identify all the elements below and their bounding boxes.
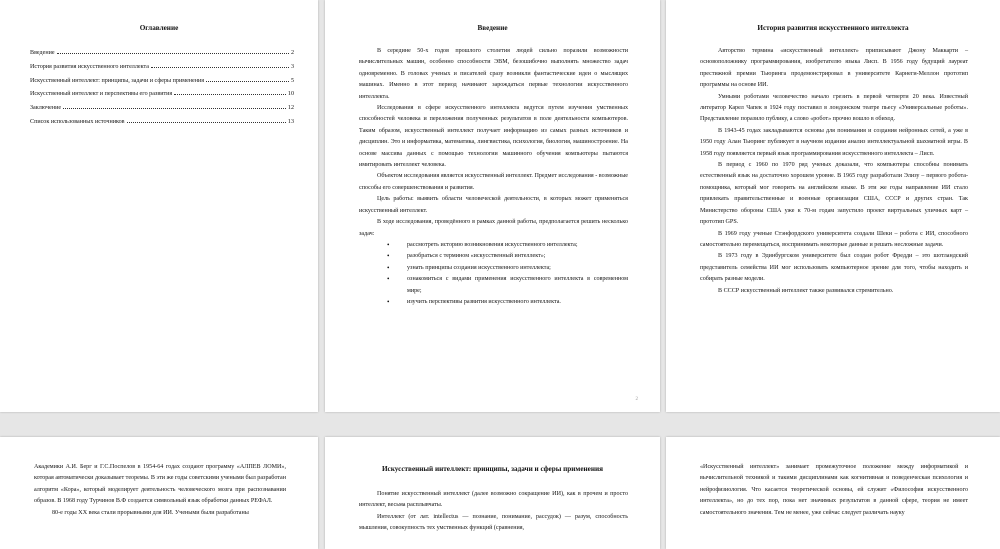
paragraph: Исследования в сфере искусственного интеллекта ведутся путем изучения умственных способностей человека и переложения полученных результатов в поле деятельности компьютеров. Таким образом, искусственный интеллект получает информацию из самых разных источников и дисциплин. Это и информатика, математика, лингвистика, психология, биология, машиностроение. На основе массива данных с помощью технологии машинного обучения компьютеры пытаются имитировать интеллект человека.: [359, 105, 628, 169]
page-principles: [325, 437, 660, 549]
toc-entry-page: 5: [290, 77, 294, 84]
paragraph: Цель работы: выявить области человеческой деятельности, в которых может применяться искусственный интеллект.: [359, 196, 628, 214]
paragraph: Понятие искусственный интеллект (далее возможно сокращение ИИ), как в прочем и просто интеллект, весьма расплывчаты.: [359, 491, 628, 509]
list-item: • рассмотреть историю возникновения искусственного интеллекта;: [359, 240, 628, 251]
list-item: • узнать принципы создания искусственного интеллекта;: [359, 263, 628, 274]
paragraph: Объектом исследования является искусственный интеллект. Предмет исследования - возможные способы его совершенствования и развития.: [359, 173, 628, 191]
paragraph: 80-е годы XX века стали прорывными для ИИ. Учеными были разработаны: [52, 509, 249, 516]
toc-leader-dots: [151, 67, 289, 68]
toc-list: [30, 50, 294, 133]
paragraph: Академики А.И. Берг и Г.С.Поспелов в 1954-64 годах создают программу «АЛПЕВ ЛОМИ», которая автоматически доказывает теоремы. В эти же годы советскими учеными был разработан алгоритм «Кора», который моделирует деятельность человеческого мозга при распознавании образов. В 1968 году Турчинов В.Ф создается символьный язык обработки данных РЕФАЛ.: [34, 464, 286, 505]
toc-entry-page: 2: [290, 50, 294, 56]
toc-entry[interactable]: [30, 78, 294, 92]
paragraph: Интеллект (от лат. intellectus — познание, понимание, рассудок) — разум, способность мышления, совокупность тех умственных функций (сравнения,: [359, 513, 628, 532]
list-item: • ознакомиться с видами применения искусственного интеллекта в современном мире;: [359, 274, 628, 297]
page-introduction: [325, 0, 660, 412]
toc-entry-label: Введение: [30, 50, 55, 56]
page-body: [359, 46, 628, 308]
paragraph: В 1973 году в Эдинбургском университете был создан робот Фредди – это шотландский представитель семейства ИИ мог использовать компьютерное зрение для того, чтобы находить и собирать разные модели.: [700, 253, 968, 283]
toc-entry-page: 10: [287, 91, 294, 98]
toc-entry-page: 13: [287, 118, 294, 125]
toc-entry[interactable]: [30, 50, 294, 64]
toc-entry-label: История развития искусственного интеллекта: [30, 63, 149, 70]
toc-entry-page: 12: [287, 105, 294, 112]
page-principles-continued: [666, 437, 1000, 549]
page-body: [700, 46, 968, 297]
toc-leader-dots: [127, 122, 286, 123]
toc-entry-label: Список использованных источников: [30, 118, 125, 125]
toc-entry[interactable]: [30, 119, 294, 133]
toc-title: Оглавление: [139, 24, 179, 32]
paragraph: В 1969 году ученые Стэнфордского университета создали Шеки – робота с ИИ, способного самостоятельно перемещаться, воспринимать некоторые данные и решать несложные задачи.: [700, 230, 968, 248]
toc-leader-dots: [174, 94, 286, 95]
paragraph: В середине 50-х годов прошлого столетия людей сильно поразили возможности вычислительных машин, особенно способности ЭВМ, безошибочно выполнять множество задач одновременно. В головах ученых и писателей сразу возникли фантастические идеи о мыслящих машинах. Именно в этот период начинают зарождаться первые технологии искусственного интеллекта.: [359, 48, 628, 100]
section-title: История развития искусственного интеллекта: [757, 24, 909, 32]
page-history-continued: [0, 437, 318, 549]
list-item: • изучить перспективы развития искусственного интеллекта.: [359, 297, 628, 308]
paragraph: «Искусственный интеллект» занимает промежуточное положение между информатикой и вычислительной техникой и такими дисциплинами как когнитивная и поведенческая психология и нейрофизиология. Что касается теоретической основы, ей служит «Философия искусственного интеллекта», но до тех пор, пока нет значимых результатов в данной сфере, теория не имеет самостоятельного значения. Тем не менее, уже сейчас следует различать науку: [700, 464, 968, 516]
paragraph: В ходе исследования, проведённого в рамках данной работы, предполагается решить несколько задач:: [359, 219, 628, 237]
toc-entry[interactable]: [30, 91, 294, 105]
paragraph: В период с 1960 по 1970 ряд ученых доказали, что компьютеры способны понимать естественный язык на достаточно хорошем уровне. В 1965 году разработали Элизу – первого робота-помощника, который мог говорить на английском языке. В эти же годы направление ИИ стало привлекать правительственные и военные организации США, СССР и других стран. Так Министерство обороны США уже к 70-м годам запустило проект виртуальных уличных карт – прототип GPS.: [700, 162, 968, 226]
section-title: Введение: [477, 24, 508, 32]
list-item: • разобраться с термином «искусственный интеллект»;: [359, 251, 628, 262]
toc-entry[interactable]: [30, 105, 294, 119]
paragraph: Авторство термина «искусственный интеллект» приписывают Джону Маккарти – основоположнику программирования, изобретателю языка Лисп. В 1956 году будущий лауреат престижной премии Тьюринга продемонстрировал в университете Карнеги-Меллон прототип программы на основе ИИ.: [700, 48, 968, 89]
toc-leader-dots: [63, 108, 286, 109]
page-number: 2: [635, 397, 638, 402]
toc-leader-dots: [206, 81, 289, 82]
toc-entry-label: Искусственный интеллект: принципы, задачи и сферы применения: [30, 77, 205, 84]
toc-entry-label: Заключение: [30, 105, 62, 112]
page-body: [359, 489, 628, 535]
paragraph: Умными роботами человечество начало грезить в первой четверти 20 века. Известный литератор Карел Чапек в 1924 году поставил в лондонском театре пьесу «Универсальные роботы». Представление поразило публику, а слово «робот» прочно вошло в обиход.: [700, 93, 968, 123]
page-toc: [0, 0, 318, 412]
toc-entry-label: Искусственный интеллект и перспективы его развития: [30, 91, 173, 98]
paragraph: В 1943-45 годах закладываются основы для понимания и создания нейронных сетей, а уже в 1950 году Алан Тьюринг публикует в научном издании анализ интеллектуальной шахматной игры. В 1958 году появляется первый язык программирования искусственного интеллекта – Лисп.: [700, 127, 968, 157]
page-body: [700, 462, 968, 519]
toc-entry[interactable]: [30, 64, 294, 78]
task-list: [359, 240, 628, 308]
toc-entry-page: 3: [290, 63, 294, 70]
paragraph: В СССР искусственный интеллект также развивался стремительно.: [718, 287, 894, 294]
page-body: [34, 462, 286, 519]
section-title: Искусственный интеллект: принципы, задачи и сферы применения: [381, 465, 604, 473]
toc-leader-dots: [57, 53, 289, 54]
page-history: [666, 0, 1000, 412]
